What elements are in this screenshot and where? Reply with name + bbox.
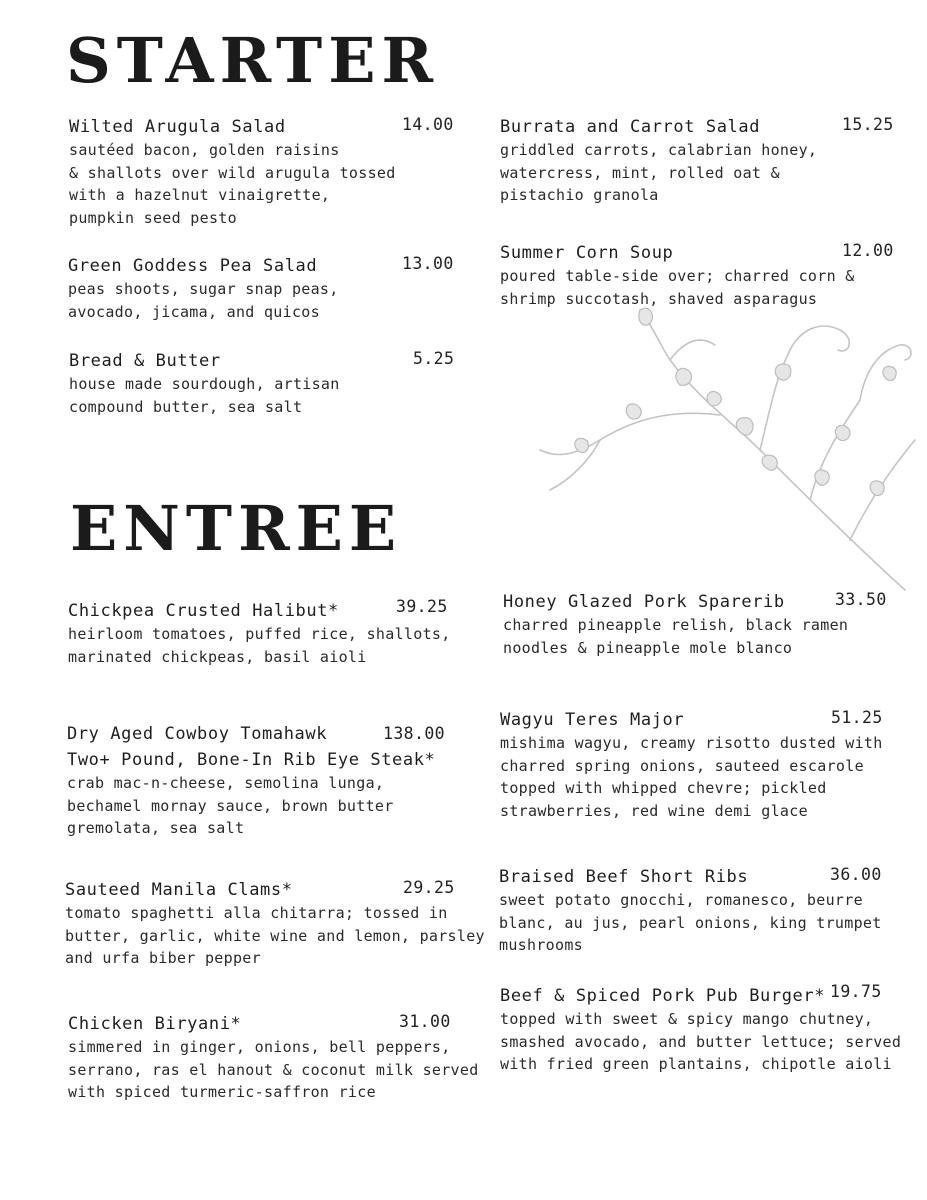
item-description: simmered in ginger, onions, bell peppers, serrano, ras el hanout & coconut milk served with spiced turmeric-saffron rice bbox=[68, 1038, 479, 1101]
item-name: Beef & Spiced Pork Pub Burger* bbox=[500, 986, 826, 1006]
item-price: 19.75 bbox=[830, 982, 882, 1001]
item-description: topped with sweet & spicy mango chutney, smashed avocado, and butter lettuce; served with fried green plantains, chipotle aioli bbox=[500, 1010, 902, 1073]
item-price: 5.25 bbox=[413, 349, 455, 368]
menu-item bbox=[500, 708, 883, 822]
item-description: charred pineapple relish, black ramen noodles & pineapple mole blanco bbox=[503, 616, 849, 657]
item-description: griddled carrots, calabrian honey, watercress, mint, rolled oat & pistachio granola bbox=[500, 141, 818, 204]
item-price: 15.25 bbox=[842, 115, 894, 134]
item-price: 14.00 bbox=[402, 115, 454, 134]
item-name: Burrata and Carrot Salad bbox=[500, 117, 761, 137]
leafy-branch-icon bbox=[520, 290, 920, 600]
item-description: heirloom tomatoes, puffed rice, shallots, marinated chickpeas, basil aioli bbox=[68, 625, 451, 666]
item-price: 12.00 bbox=[842, 241, 894, 260]
item-description: tomato spaghetti alla chitarra; tossed in butter, garlic, white wine and lemon, parsley and urfa biber pepper bbox=[65, 904, 485, 967]
section-title-entree: ENTREE bbox=[70, 492, 403, 565]
menu-item bbox=[500, 115, 817, 207]
item-description: poured table-side over; charred corn & shrimp succotash, shaved asparagus bbox=[500, 267, 855, 308]
item-price: 36.00 bbox=[830, 865, 882, 884]
item-name: Wagyu Teres Major bbox=[500, 710, 685, 730]
item-description: sweet potato gnocchi, romanesco, beurre blanc, au jus, pearl onions, king trumpet mushrooms bbox=[499, 891, 882, 954]
item-name: Summer Corn Soup bbox=[500, 243, 674, 263]
item-price: 39.25 bbox=[396, 597, 448, 616]
menu-item bbox=[69, 115, 396, 229]
section-title-starter: STARTER bbox=[66, 24, 439, 97]
item-name: Green Goddess Pea Salad bbox=[68, 256, 318, 276]
item-name: Honey Glazed Pork Sparerib bbox=[503, 592, 785, 612]
item-price: 138.00 bbox=[383, 724, 446, 743]
item-price: 29.25 bbox=[403, 878, 455, 897]
item-name: Wilted Arugula Salad bbox=[69, 117, 286, 137]
menu-item bbox=[503, 590, 848, 659]
menu-item bbox=[68, 599, 451, 668]
item-name: Braised Beef Short Ribs bbox=[499, 867, 749, 887]
menu-item bbox=[500, 241, 855, 310]
item-price: 33.50 bbox=[835, 590, 887, 609]
item-name: Bread & Butter bbox=[69, 351, 221, 371]
item-description: mishima wagyu, creamy risotto dusted with charred spring onions, sauteed escarole topped with whipped chevre; pickled strawberries, red wine demi glace bbox=[500, 734, 883, 820]
menu-item bbox=[69, 349, 340, 418]
item-name-subtitle: Two+ Pound, Bone-In Rib Eye Steak* bbox=[67, 750, 436, 770]
menu-item bbox=[67, 722, 435, 840]
item-description: peas shoots, sugar snap peas, avocado, jicama, and quicos bbox=[68, 280, 339, 321]
item-description: house made sourdough, artisan compound butter, sea salt bbox=[69, 375, 340, 416]
item-name: Sauteed Manila Clams* bbox=[65, 880, 293, 900]
menu-item bbox=[499, 865, 882, 957]
item-description: crab mac-n-cheese, semolina lunga, bechamel mornay sauce, brown butter gremolata, sea salt bbox=[67, 774, 394, 837]
item-name: Chicken Biryani* bbox=[68, 1014, 242, 1034]
item-description: sautéed bacon, golden raisins & shallots over wild arugula tossed with a hazelnut vinaigrette, pumpkin seed pesto bbox=[69, 141, 396, 227]
menu-item bbox=[68, 254, 339, 323]
item-price: 13.00 bbox=[402, 254, 454, 273]
item-price: 51.25 bbox=[831, 708, 883, 727]
item-name: Dry Aged Cowboy Tomahawk bbox=[67, 724, 328, 744]
item-price: 31.00 bbox=[399, 1012, 451, 1031]
item-name: Chickpea Crusted Halibut* bbox=[68, 601, 339, 621]
